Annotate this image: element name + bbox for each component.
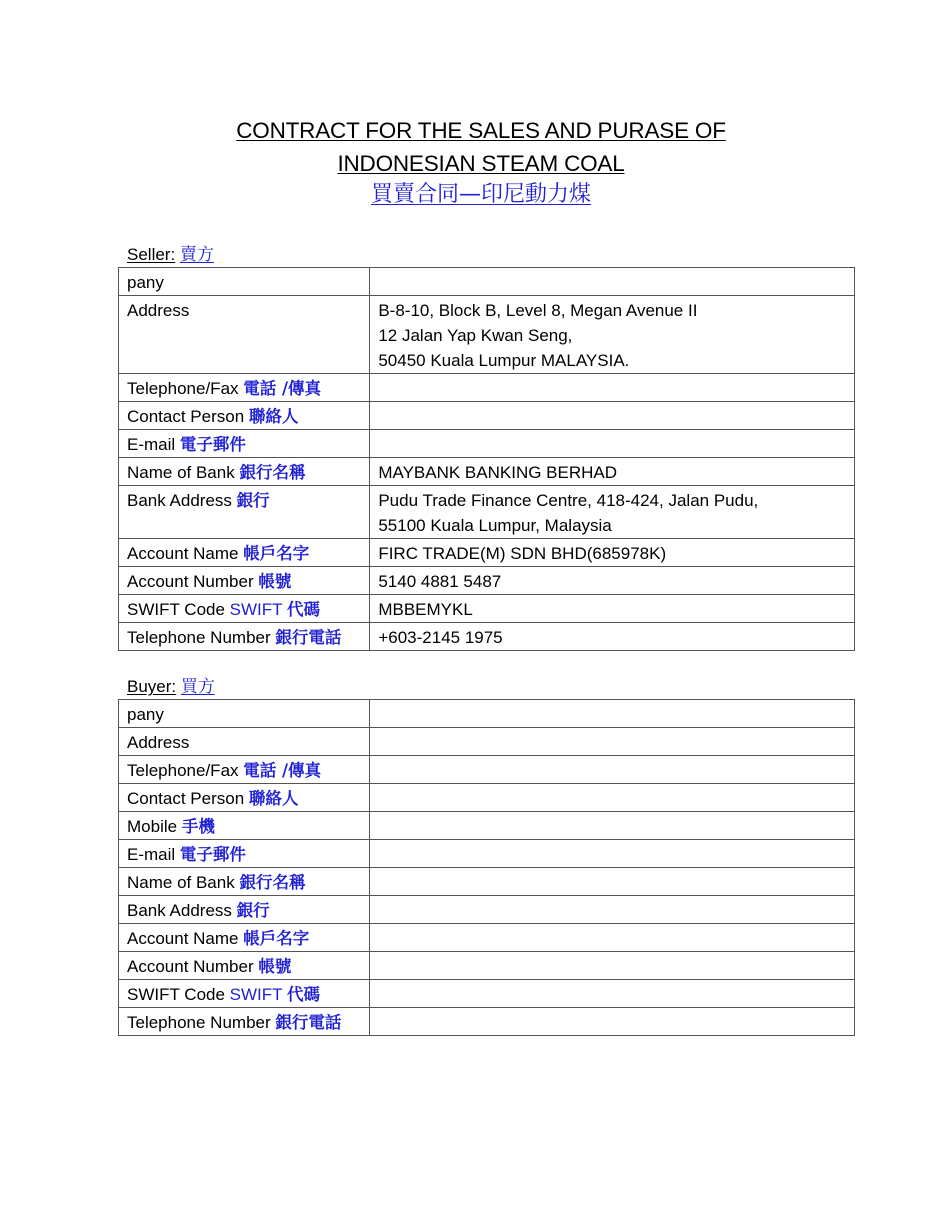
field-label: Account Number <box>127 957 259 976</box>
field-value-cell[interactable] <box>370 1008 855 1036</box>
field-label: Telephone Number <box>127 628 276 647</box>
field-value: MBBEMYKL <box>378 600 473 619</box>
table-row <box>119 486 855 539</box>
field-label-cell <box>119 595 370 623</box>
field-value: MAYBANK BANKING BERHAD <box>378 463 618 482</box>
field-label-cell <box>119 623 370 651</box>
field-label: SWIFT Code <box>127 985 230 1004</box>
field-value-cell[interactable] <box>370 840 855 868</box>
field-value-cell[interactable] <box>370 868 855 896</box>
field-value: B-8-10, Block B, Level 8, Megan Avenue II <box>378 301 698 320</box>
table-row <box>119 812 855 840</box>
field-label-cell <box>119 812 370 840</box>
field-label-cell <box>119 268 370 296</box>
field-label: Name of Bank <box>127 463 240 482</box>
field-label: Bank Address <box>127 901 237 920</box>
field-label: Account Name <box>127 544 244 563</box>
field-label-cn: 銀行 <box>236 901 270 920</box>
field-label: Mobile <box>127 817 182 836</box>
field-label-cell <box>119 756 370 784</box>
field-label: pany <box>127 273 164 292</box>
field-label-cell <box>119 868 370 896</box>
field-label: Address <box>127 733 190 752</box>
table-row <box>119 756 855 784</box>
table-row <box>119 623 855 651</box>
title-chinese: 買賣合同—印尼動力煤 <box>370 182 591 207</box>
field-value-cell[interactable] <box>370 567 855 595</box>
field-label-cell <box>119 784 370 812</box>
field-label-cell <box>119 700 370 728</box>
field-label-cn: 代碼 <box>286 985 320 1004</box>
field-value-cell[interactable] <box>370 896 855 924</box>
field-label-cn: 帳號 <box>258 957 292 976</box>
field-label: pany <box>127 705 164 724</box>
field-value: Pudu Trade Finance Centre, 418-424, Jalan Pudu, <box>378 491 759 510</box>
field-label: Bank Address <box>127 491 237 510</box>
field-value-cell[interactable] <box>370 430 855 458</box>
table-row <box>119 840 855 868</box>
field-label-cn: 代碼 <box>286 600 320 619</box>
field-label-cell <box>119 458 370 486</box>
seller-table-body <box>119 268 855 651</box>
field-value-cell[interactable] <box>370 924 855 952</box>
field-label: E-mail <box>127 845 180 864</box>
buyer-heading-cn: 買方 <box>180 677 215 697</box>
field-label-cell <box>119 980 370 1008</box>
field-value: 50450 Kuala Lumpur MALAYSIA. <box>378 351 630 370</box>
field-value-cell[interactable] <box>370 784 855 812</box>
field-label-cn: 銀行名稱 <box>239 463 306 482</box>
field-label-cell <box>119 402 370 430</box>
field-value: 5140 4881 5487 <box>378 572 502 591</box>
field-label-en-blue: SWIFT <box>229 600 287 619</box>
table-row <box>119 430 855 458</box>
table-row <box>119 296 855 374</box>
field-value-cell[interactable] <box>370 700 855 728</box>
table-row <box>119 784 855 812</box>
document-title <box>0 114 950 210</box>
field-label: Telephone/Fax <box>127 761 244 780</box>
field-label-cn: 聯絡人 <box>248 407 299 426</box>
field-value-cell[interactable] <box>370 296 855 374</box>
table-row <box>119 458 855 486</box>
field-label-cn: 電話 /傳真 <box>243 379 322 398</box>
field-label-cell <box>119 728 370 756</box>
table-row <box>119 567 855 595</box>
field-value-cell[interactable] <box>370 623 855 651</box>
table-row <box>119 924 855 952</box>
field-label-cn: 銀行名稱 <box>239 873 306 892</box>
field-value-cell[interactable] <box>370 812 855 840</box>
field-value-cell[interactable] <box>370 756 855 784</box>
table-row <box>119 728 855 756</box>
field-label-cn: 銀行 <box>236 491 270 510</box>
field-label-cn: 聯絡人 <box>248 789 299 808</box>
field-label-cell <box>119 952 370 980</box>
table-row <box>119 595 855 623</box>
table-row <box>119 952 855 980</box>
field-label-cn: 銀行電話 <box>275 628 342 647</box>
table-row <box>119 1008 855 1036</box>
field-label: E-mail <box>127 435 180 454</box>
field-label-cell <box>119 486 370 539</box>
field-label-cn: 手機 <box>181 817 215 836</box>
field-value-cell[interactable] <box>370 374 855 402</box>
field-label: Address <box>127 301 190 320</box>
seller-heading-en: Seller: <box>127 245 176 264</box>
field-value-cell[interactable] <box>370 952 855 980</box>
field-label-cn: 帳戶名字 <box>243 544 310 563</box>
field-label-cell <box>119 374 370 402</box>
field-label-cn: 電話 /傳真 <box>243 761 322 780</box>
field-label: Telephone Number <box>127 1013 276 1032</box>
table-row <box>119 980 855 1008</box>
field-label-en-blue: SWIFT <box>229 985 287 1004</box>
buyer-heading <box>127 676 215 698</box>
table-row <box>119 868 855 896</box>
field-label-cn: 電子郵件 <box>179 435 246 454</box>
field-label: Name of Bank <box>127 873 240 892</box>
field-label-cn: 電子郵件 <box>179 845 246 864</box>
field-label-cell <box>119 896 370 924</box>
field-label: Account Name <box>127 929 244 948</box>
field-value-cell[interactable] <box>370 595 855 623</box>
field-label: Telephone/Fax <box>127 379 244 398</box>
field-value: FIRC TRADE(M) SDN BHD(685978K) <box>378 544 667 563</box>
table-row <box>119 896 855 924</box>
title-line-2: INDONESIAN STEAM COAL <box>337 151 625 176</box>
table-row <box>119 700 855 728</box>
buyer-table <box>118 699 855 1036</box>
field-value-cell[interactable] <box>370 728 855 756</box>
field-value: 55100 Kuala Lumpur, Malaysia <box>378 516 612 535</box>
field-label-cell <box>119 1008 370 1036</box>
field-label: Account Number <box>127 572 259 591</box>
field-value-cell[interactable] <box>370 539 855 567</box>
field-value-cell[interactable] <box>370 458 855 486</box>
field-value: 12 Jalan Yap Kwan Seng, <box>378 326 573 345</box>
field-label-cell <box>119 840 370 868</box>
table-row <box>119 374 855 402</box>
field-label: SWIFT Code <box>127 600 230 619</box>
seller-table <box>118 267 855 651</box>
buyer-table-body <box>119 700 855 1036</box>
table-row <box>119 539 855 567</box>
field-label-cn: 帳號 <box>258 572 292 591</box>
field-label-cell <box>119 924 370 952</box>
field-label-cn: 帳戶名字 <box>243 929 310 948</box>
field-label: Contact Person <box>127 789 249 808</box>
field-value-cell[interactable] <box>370 268 855 296</box>
field-label: Contact Person <box>127 407 249 426</box>
field-value-cell[interactable] <box>370 980 855 1008</box>
field-label-cell <box>119 567 370 595</box>
seller-heading-cn: 賣方 <box>179 245 214 265</box>
field-label-cn: 銀行電話 <box>275 1013 342 1032</box>
table-row <box>119 402 855 430</box>
field-value-cell[interactable] <box>370 402 855 430</box>
field-value: +603-2145 1975 <box>378 628 503 647</box>
field-label-cell <box>119 296 370 374</box>
field-value-cell[interactable] <box>370 486 855 539</box>
title-line-1: CONTRACT FOR THE SALES AND PURASE OF <box>236 118 726 143</box>
field-label-cell <box>119 539 370 567</box>
buyer-heading-en: Buyer: <box>127 677 177 696</box>
table-row <box>119 268 855 296</box>
field-label-cell <box>119 430 370 458</box>
seller-heading <box>127 244 214 266</box>
